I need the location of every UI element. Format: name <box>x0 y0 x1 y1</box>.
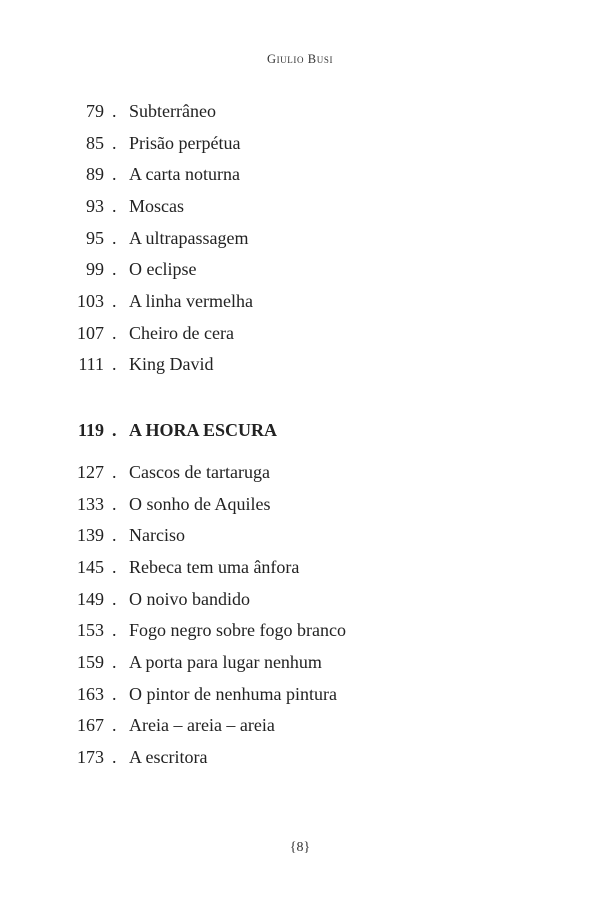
toc-page-number: 163 <box>77 684 104 704</box>
toc-page-number: 119 <box>77 420 104 440</box>
toc-title: Areia – areia – areia <box>129 715 275 735</box>
toc-title: Prisão perpétua <box>129 133 241 153</box>
toc-page-number: 149 <box>77 589 104 609</box>
toc-separator: . <box>112 354 117 374</box>
toc-page-number: 173 <box>77 747 104 767</box>
toc-title: King David <box>129 354 214 374</box>
toc-separator: . <box>112 164 117 184</box>
toc-separator: . <box>112 259 117 279</box>
toc-page-number: 79 <box>86 101 104 121</box>
toc-title: O sonho de Aquiles <box>129 494 271 514</box>
toc-title: Rebeca tem uma ânfora <box>129 557 300 577</box>
toc-separator: . <box>112 420 117 440</box>
toc-title: A ultrapassagem <box>129 228 249 248</box>
toc-page-number: 103 <box>77 291 104 311</box>
toc-title: Fogo negro sobre fogo branco <box>129 620 346 640</box>
toc-page-number: 107 <box>77 323 104 343</box>
toc-separator: . <box>112 715 117 735</box>
toc-separator: . <box>112 684 117 704</box>
toc-title: A carta noturna <box>129 164 240 184</box>
toc-separator: . <box>112 747 117 767</box>
page-number: {8} <box>289 840 311 855</box>
toc-title: Cascos de tartaruga <box>129 462 270 482</box>
toc-page-number: 99 <box>86 259 104 279</box>
toc-separator: . <box>112 101 117 121</box>
toc-page-number: 133 <box>77 494 104 514</box>
toc-page-number: 85 <box>86 133 104 153</box>
toc-title: Narciso <box>129 525 185 545</box>
toc-title: Moscas <box>129 196 184 216</box>
toc-page-number: 127 <box>77 462 104 482</box>
toc-title: Subterrâneo <box>129 101 216 121</box>
toc-page-number: 111 <box>78 354 104 374</box>
toc-page-number: 95 <box>86 228 104 248</box>
toc-separator: . <box>112 323 117 343</box>
running-head: Giulio Busi <box>266 52 334 66</box>
toc-page-number: 139 <box>77 525 104 545</box>
toc-separator: . <box>112 525 117 545</box>
toc-page-number: 153 <box>77 620 104 640</box>
toc-separator: . <box>112 196 117 216</box>
toc-separator: . <box>112 589 117 609</box>
toc-separator: . <box>112 652 117 672</box>
toc-separator: . <box>112 494 117 514</box>
toc-separator: . <box>112 462 117 482</box>
toc-separator: . <box>112 228 117 248</box>
toc-title: A linha vermelha <box>129 291 253 311</box>
toc-page-number: 93 <box>86 196 104 216</box>
toc-page-number: 159 <box>77 652 104 672</box>
toc-title: O pintor de nenhuma pintura <box>129 684 337 704</box>
toc-title: O noivo bandido <box>129 589 250 609</box>
toc-title: A escritora <box>129 747 208 767</box>
toc-title: O eclipse <box>129 259 197 279</box>
toc-title: A porta para lugar nenhum <box>129 652 322 672</box>
toc-page-number: 167 <box>77 715 104 735</box>
toc-page-number: 89 <box>86 164 104 184</box>
toc-title: Cheiro de cera <box>129 323 234 343</box>
toc-separator: . <box>112 291 117 311</box>
toc-separator: . <box>112 557 117 577</box>
toc-separator: . <box>112 620 117 640</box>
toc-separator: . <box>112 133 117 153</box>
section-title: A HORA ESCURA <box>129 420 278 440</box>
toc-page-number: 145 <box>77 557 104 577</box>
